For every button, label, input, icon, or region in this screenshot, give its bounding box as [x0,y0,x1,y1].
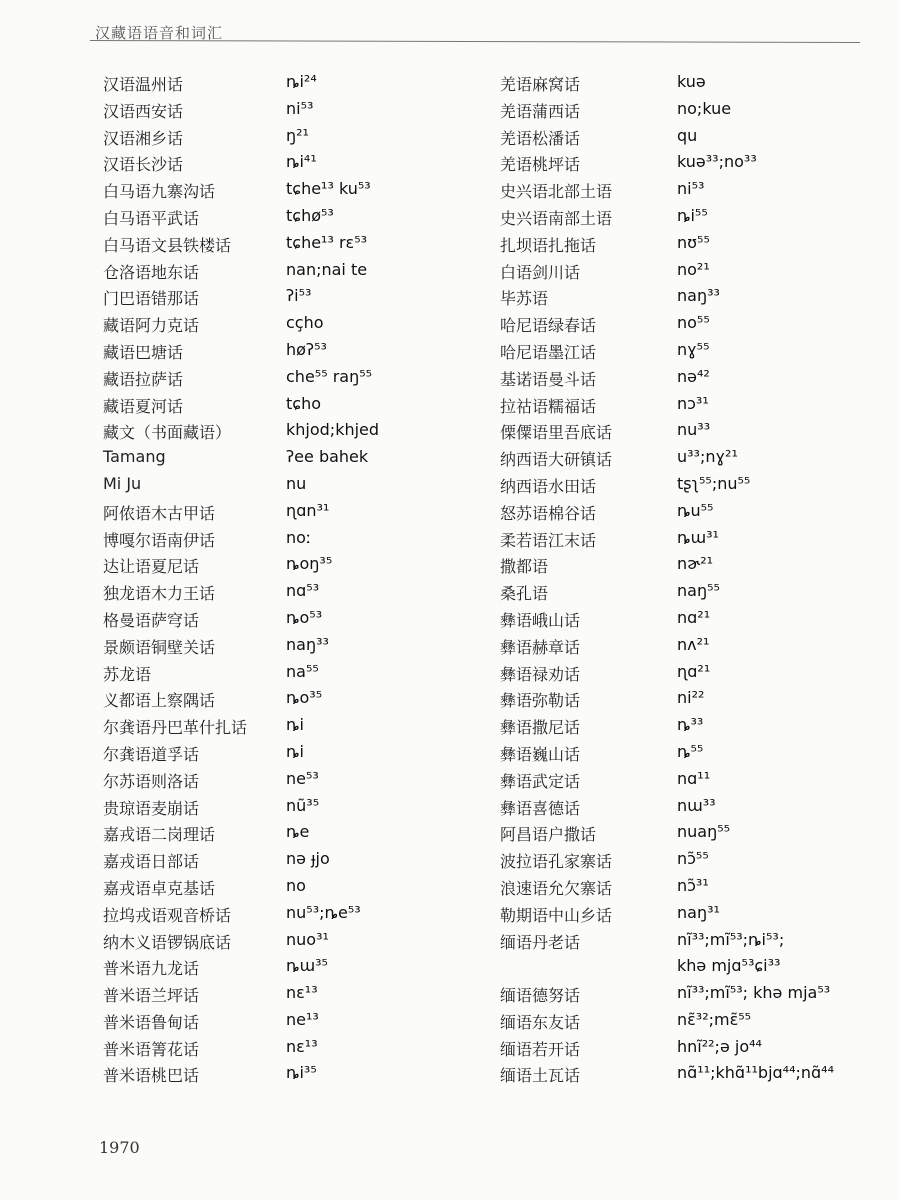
language-name: 缅语土瓦话 [500,1066,581,1086]
word-form: na⁵⁵ [286,661,319,681]
language-name: 彝语峨山话 [500,610,581,630]
language-name: 纳木义语锣锅底话 [103,932,232,952]
language-name: 彝语弥勒话 [500,691,581,711]
language-name: 彝语喜德话 [500,798,581,818]
language-name: 景颇语铜壁关话 [103,637,216,657]
language-name: 怒苏语棉谷话 [500,503,597,523]
language-name: 达让语夏尼话 [103,557,200,577]
word-form: nĩ³³;mĩ⁵³; khə mja⁵³ [677,983,831,1003]
word-form: nɑ¹¹ [677,768,711,788]
language-name: 撒都语 [500,557,549,577]
word-form: ȵɯ³¹ [677,527,719,547]
word-form: ȵoŋ³⁵ [286,554,333,574]
language-name: 白马语文县铁楼话 [103,235,232,255]
language-name: 纳西语大研镇话 [500,450,613,470]
language-name: 阿侬语木古甲话 [103,503,216,523]
word-form: ȵi [286,741,304,761]
language-name: 汉语温州话 [103,75,184,94]
word-form: ni²² [677,688,705,708]
language-name: 缅语东友话 [500,1012,581,1032]
language-name: 羌语蒲西话 [500,101,581,121]
word-form: tɕhe¹³ ku⁵³ [286,179,371,199]
word-form: ȵ⁵⁵ [677,741,704,761]
word-form: nɔ̃⁵⁵ [677,849,709,869]
word-form: nɑ²¹ [677,607,711,627]
word-form: tɕho [286,393,321,413]
word-form: ɳɑ²¹ [677,661,711,681]
language-name: 勒期语中山乡话 [500,905,613,925]
word-form: cçho [286,313,324,333]
language-name: 羌语桃坪话 [500,155,581,175]
word-form: che⁵⁵ raŋ⁵⁵ [286,366,373,386]
word-form: ȵe [286,822,310,842]
word-form: ȵu⁵⁵ [677,500,714,520]
language-name: 普米语桃巴话 [103,1066,200,1086]
language-name: 门巴语错那话 [103,289,200,309]
language-name: 嘉戎语二岗理话 [103,825,216,845]
word-form: tʂʅ⁵⁵;nu⁵⁵ [677,473,751,493]
language-name: 哈尼语墨江话 [500,342,597,362]
word-form: nu⁵³;ȵe⁵³ [286,902,361,922]
language-name: 桑孔语 [500,584,549,604]
word-form: nan;nai te [286,259,368,279]
language-name: 义都语上察隅话 [103,691,216,711]
language-name: 尔龚语丹巴革什扎话 [103,718,248,738]
word-form: ȵo³⁵ [286,688,323,708]
word-form: nɛ¹³ [286,983,318,1003]
word-form: ȵi²⁴ [286,72,317,91]
word-form: u³³;nɣ²¹ [677,447,738,467]
language-name: 史兴语北部土语 [500,182,613,202]
language-name: 藏语阿力克话 [103,316,200,336]
word-form: no²¹ [677,259,710,279]
language-name: 纳西语水田话 [500,476,597,496]
word-form: nɛ̃³²;mɛ̃⁵⁵ [677,1009,752,1029]
language-name: 白语剑川话 [500,262,581,282]
language-name: 尔龚语道孚话 [103,744,200,764]
word-form: nʌ²¹ [677,634,710,654]
language-name: 史兴语南部土语 [500,208,613,228]
language-name: 贵琼语麦崩话 [103,798,200,818]
word-form: nɛ¹³ [286,1036,318,1056]
word-form: tɕhe¹³ rɛ⁵³ [286,232,368,252]
language-name: 白马语平武话 [103,208,200,228]
word-form: nə ɟjo [286,849,330,869]
word-form: naŋ³³ [677,286,720,306]
word-form: nuaŋ⁵⁵ [677,822,731,842]
language-name: 独龙语木力王话 [103,584,216,604]
language-name: 拉坞戎语观音桥话 [103,905,232,925]
language-name: 羌语松潘话 [500,128,581,148]
word-form: nɔ³¹ [677,393,709,413]
word-form: ɳɑn³¹ [286,500,330,520]
word-form: hnĩ²²;ə jo⁴⁴ [677,1036,762,1056]
word-form: ne⁵³ [286,768,319,788]
language-name: 傈僳语里吾底话 [500,423,613,443]
word-form: nɔ̃³¹ [677,875,709,895]
word-form: khjod;khjed [286,420,380,440]
word-form: ȵɯ³⁵ [286,956,328,976]
language-name: 格曼语萨穹话 [103,610,200,630]
language-name: 尔苏语则洛话 [103,771,200,791]
word-form: tɕhø⁵³ [286,205,334,225]
word-form: nĩ³³;mĩ⁵³;ȵi⁵³; [677,929,785,949]
language-name: 浪速语允欠寨话 [500,878,613,898]
language-name: 嘉戎语日部话 [103,852,200,872]
language-name: 普米语兰坪话 [103,986,200,1006]
word-form: nũ³⁵ [286,795,320,815]
language-name: 苏龙语 [103,664,152,684]
language-name: 白马语九寨沟话 [103,182,216,202]
running-title: 汉藏语语音和词汇 [95,24,224,42]
language-name: 普米语箐花话 [103,1039,200,1059]
language-name: 汉语长沙话 [103,155,184,175]
word-form: nɑ̃¹¹;khɑ̃¹¹bjɑ⁴⁴;nɑ̃⁴⁴ [677,1063,835,1083]
word-form: ȵi³⁵ [286,1063,317,1083]
word-form: ȵ³³ [677,715,704,735]
word-form: qu [677,125,698,145]
language-name: 阿昌语户撒话 [500,825,597,845]
language-name: 缅语若开话 [500,1039,581,1059]
word-form: ʔi⁵³ [286,286,312,306]
language-name: 柔若语江末话 [500,530,597,550]
language-name: 缅语丹老话 [500,932,581,952]
language-name: 扎坝语扎拖话 [500,235,597,255]
word-form: naŋ⁵⁵ [677,581,720,601]
word-form: naŋ³¹ [677,902,720,922]
word-form: nuo³¹ [286,929,329,949]
language-name: 博嘎尔语南伊话 [103,530,216,550]
language-name: 羌语麻窝话 [500,75,581,94]
language-name: 藏语拉萨话 [103,369,184,389]
language-name: 普米语鲁甸话 [103,1012,200,1032]
language-name: 彝语武定话 [500,771,581,791]
language-name: 彝语撒尼话 [500,718,581,738]
word-form: nu [286,473,307,493]
word-form: høʔ⁵³ [286,339,327,359]
word-form: nu³³ [677,420,711,440]
word-form: ŋ²¹ [286,125,309,145]
language-name: 仓洛语地东话 [103,262,200,282]
word-form: ȵi [286,715,304,735]
word-form: nɯ³³ [677,795,716,815]
language-name: 普米语九龙话 [103,959,200,979]
word-form: ne¹³ [286,1009,319,1029]
word-form: no⁵⁵ [677,313,710,333]
language-name: 藏语夏河话 [103,396,184,416]
word-form: kuə³³;no³³ [677,152,757,172]
word-form: nʊ⁵⁵ [677,232,710,252]
language-name: 彝语禄劝话 [500,664,581,684]
word-form: nɣ⁵⁵ [677,339,710,359]
page-number: 1970 [99,1138,140,1157]
language-name: 毕苏语 [500,289,549,309]
word-form: ʔee bahek [286,447,369,467]
word-form: naŋ³³ [286,634,329,654]
word-form: ȵo⁵³ [286,607,323,627]
word-form: no [286,875,306,895]
word-form: noː [286,527,312,547]
language-name: 汉语西安话 [103,101,184,121]
word-form: ȵi⁵⁵ [677,205,708,225]
language-name: 缅语德努话 [500,986,581,1006]
language-name: Mi Ju [103,473,142,493]
word-form: nə⁴² [677,366,710,386]
language-name: 拉祜语糯福话 [500,396,597,416]
language-name: 彝语赫章话 [500,637,581,657]
language-name: 藏文（书面藏语） [103,423,232,443]
word-form: kuə [677,72,706,91]
word-form: ȵi⁴¹ [286,152,317,172]
language-name: 藏语巴塘话 [103,342,184,362]
word-form: nɚ²¹ [677,554,714,574]
language-name: 基诺语曼斗话 [500,369,597,389]
language-name: 哈尼语绿春话 [500,316,597,336]
language-name: 波拉语孔家寨话 [500,852,613,872]
language-name: 汉语湘乡话 [103,128,184,148]
language-name: 彝语巍山话 [500,744,581,764]
language-name: 嘉戎语卓克基话 [103,878,216,898]
word-form: ni⁵³ [286,98,314,118]
word-form: khə mjɑ⁵³ɕi³³ [677,956,781,976]
word-form: nɑ⁵³ [286,581,320,601]
word-form: no;kue [677,98,732,118]
word-form: ni⁵³ [677,179,705,199]
language-name: Tamang [103,447,166,467]
